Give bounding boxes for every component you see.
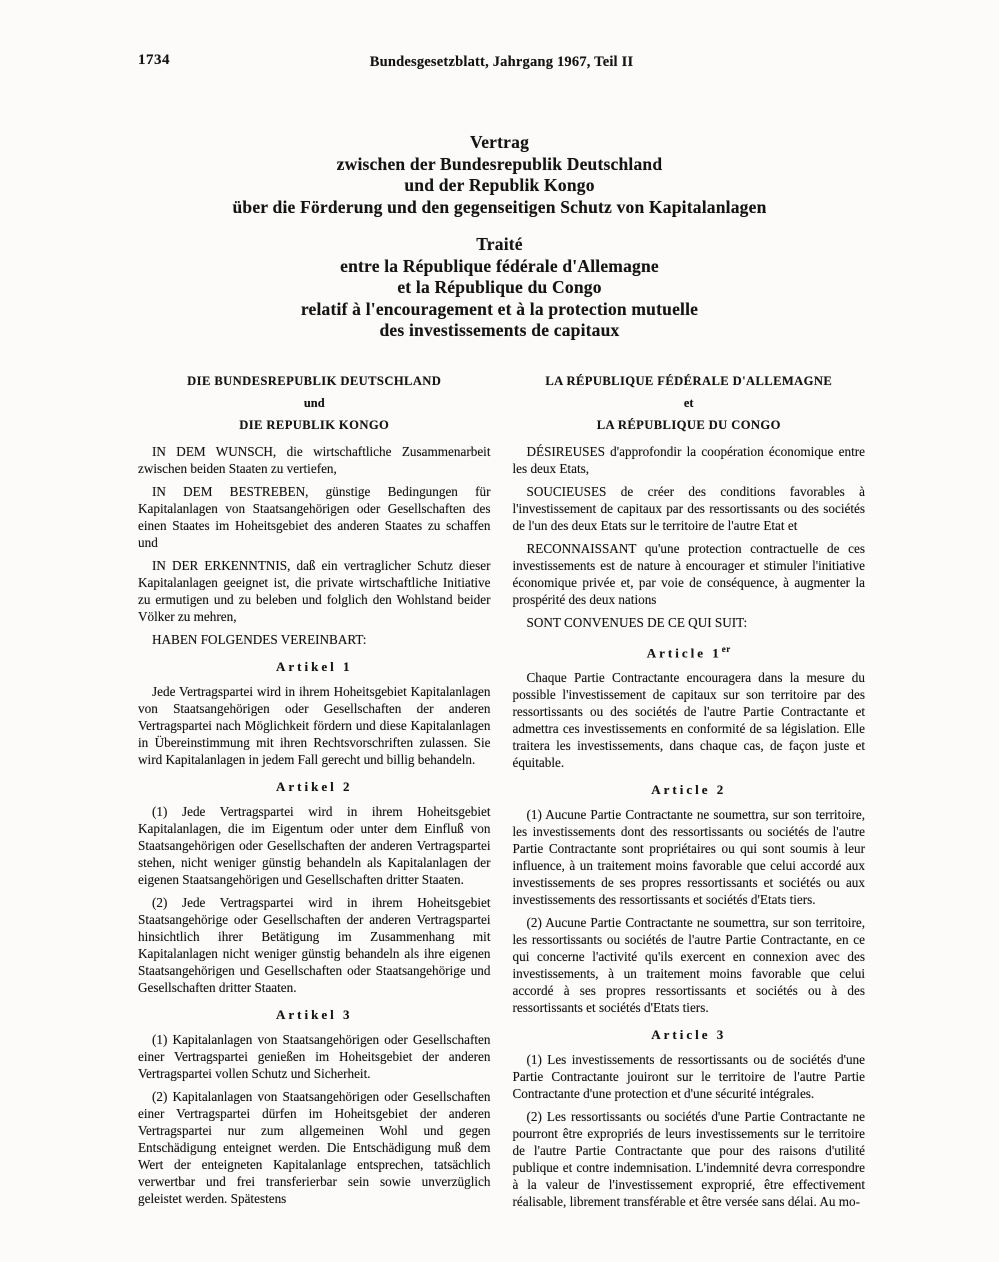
treaty-title-french-line: des investissements de capitaux [379, 320, 620, 340]
article-paragraph: Chaque Partie Contractante encouragera dans la mesure du possible l'investissement de capitaux sur son territoire par des ressortissants ou des sociétés de l'autre Partie Contractante et admettra ces investissements en conformité de sa législation. Elle traitera les investissements, dans chaque cas, de façon juste et équitable. [512, 669, 865, 770]
treaty-title-german-line: zwischen der Bundesrepublik Deutschland [336, 153, 663, 174]
treaty-title-french-line: relatif à l'encouragement et à la protection mutuelle [300, 298, 699, 319]
article-paragraph: (1) Les investissements de ressortissants ou de sociétés d'une Partie Contractante jouiront sur le territoire de l'autre Partie Contractante d'une protection et d'une sécurité intégrales. [512, 1051, 865, 1101]
preamble-paragraph: IN DEM WUNSCH, die wirtschaftliche Zusammenarbeit zwischen beiden Staaten zu vertiefen, [138, 443, 491, 476]
agreement-clause: SONT CONVENUES DE CE QUI SUIT: [526, 614, 748, 630]
article-paragraph: (2) Les ressortissants ou sociétés d'une Partie Contractante ne pourront être expropriés de leurs investissements sur le territoire de l'autre Partie Contractante que pour des raisons d'utilité publique et contre indemnisation. L'indemnité devra correspondre à la valeur de l'investissement exproprié, être effectivement réalisable, librement transférable et être versée sans délai. Au mo- [512, 1108, 865, 1209]
article-heading: Article 3 [651, 1026, 727, 1042]
article-heading: Article 2 [651, 781, 727, 797]
party-name: LA RÉPUBLIQUE DU CONGO [596, 417, 781, 432]
preamble-paragraph: DÉSIREUSES d'approfondir la coopération économique entre les deux Etats, [512, 443, 865, 476]
article-paragraph: (2) Aucune Partie Contractante ne soumettra, sur son territoire, les ressortissants ou sociétés de l'autre Partie Contractante, en ce qui concerne l'activité qu'ils exercent en connexion avec des investissements, à un traitement moins favorable que celui accordé à ses propres ressortissants et sociétés ou à des ressortissants et sociétés d'Etats tiers. [512, 914, 865, 1015]
german-column [138, 370, 491, 1216]
treaty-columns [138, 370, 865, 1216]
party-name: DIE BUNDESREPUBLIK DEUTSCHLAND [187, 373, 442, 388]
french-column [513, 370, 866, 1216]
treaty-title-german [0, 132, 999, 218]
party-name: DIE REPUBLIK KONGO [239, 417, 390, 432]
preamble-paragraph: SOUCIEUSES de créer des conditions favorables à l'investissement de capitaux par des ressortissants ou des sociétés de l'un des deux Etats sur le territoire de l'autre Etat et [512, 483, 865, 533]
article-heading: Artikel 3 [276, 1006, 353, 1022]
treaty-title-german-line: und der Republik Kongo [404, 175, 595, 195]
treaty-title-german-line: über die Förderung und den gegenseitigen Schutz von Kapitalanlagen [232, 196, 767, 217]
treaty-title-french-line: et la République du Congo [397, 277, 602, 297]
party-connector: et [683, 395, 694, 410]
treaty-title-german-line: Vertrag [469, 132, 530, 152]
treaty-title-french [0, 234, 999, 342]
french-party-heading [513, 370, 866, 436]
preamble-paragraph: IN DEM BESTREBEN, günstige Bedingungen für Kapitalanlagen von Staatsangehörigen oder Gesellschaften des einen Staates im Hoheitsgebiet des anderen Staates zu schaffen und [138, 483, 491, 550]
page-number: 1734 [138, 52, 170, 68]
running-head [138, 0, 865, 74]
article-heading [513, 641, 866, 661]
article-paragraph: (2) Jede Vertragspartei wird in ihrem Hoheitsgebiet Staatsangehörige oder Gesellschaften der anderen Vertragspartei hinsichtlich ihrer Betätigung im Zusammenhang mit Kapitalanlagen nicht weniger günstig behandeln als ihre eigenen Staatsangehörigen und Gesellschaften oder Staatsangehörige und Gesellschaften dritter Staaten. [138, 894, 491, 995]
article-heading-text: Article 1 [646, 644, 722, 660]
article-heading: Artikel 1 [276, 658, 353, 674]
party-name: LA RÉPUBLIQUE FÉDÉRALE D'ALLEMAGNE [545, 373, 833, 388]
preamble-paragraph: IN DER ERKENNTNIS, daß ein vertraglicher Schutz dieser Kapitalanlagen geeignet ist, die private wirtschaftliche Initiative zu ermutigen und zu beleben und folglich den Wohlstand beider Völker zu mehren, [138, 557, 491, 624]
treaty-title-french-line: Traité [476, 234, 523, 254]
article-heading-superscript: er [721, 643, 731, 654]
agreement-clause: HABEN FOLGENDES VEREINBART: [152, 631, 367, 647]
article-paragraph: Jede Vertragspartei wird in ihrem Hoheitsgebiet Kapitalanlagen von Staatsangehörigen oder Gesellschaften der anderen Vertragspartei nach Möglichkeit fördern und diese Kapitalanlagen in Übereinstimmung mit ihren Rechtsvorschriften zulassen. Sie wird Kapitalanlagen in jedem Fall gerecht und billig behandeln. [138, 683, 491, 767]
article-paragraph: (1) Aucune Partie Contractante ne soumettra, sur son territoire, les investissements dont des ressortissants ou sociétés de l'autre Partie Contractante sont propriétaires ou qui sont soumis à leur influence, à un traitement moins favorable que celui accordé aux investissements de ses propres ressortissants et sociétés ou aux investissements des ressortissants et sociétés d'Etats tiers. [512, 806, 865, 907]
article-paragraph: (1) Kapitalanlagen von Staatsangehörigen oder Gesellschaften einer Vertragspartei genießen im Hoheitsgebiet der anderen Vertragspartei vollen Schutz und Sicherheit. [138, 1031, 491, 1081]
gazette-header-title: Bundesgesetzblatt, Jahrgang 1967, Teil II [369, 54, 634, 70]
german-party-heading [138, 370, 491, 436]
article-paragraph: (1) Jede Vertragspartei wird in ihrem Hoheitsgebiet Kapitalanlagen, die im Eigentum oder unter dem Einfluß von Staatsangehörigen oder Gesellschaften der anderen Vertragspartei stehen, nicht weniger günstig behandeln als Kapitalanlagen der eigenen Staatsangehörigen und Gesellschaften dritter Staaten. [138, 803, 491, 887]
article-paragraph: (2) Kapitalanlagen von Staatsangehörigen oder Gesellschaften einer Vertragspartei dürfen im Hoheitsgebiet der anderen Vertragspartei nur zum allgemeinen Wohl und gegen Entschädigung enteignet werden. Die Entschädigung muß dem Wert der enteigneten Kapitalanlage entsprechen, tatsächlich verwertbar und frei transferierbar sein sowie unverzüglich geleistet werden. Spätestens [138, 1088, 491, 1206]
article-heading: Artikel 2 [276, 778, 353, 794]
preamble-paragraph: RECONNAISSANT qu'une protection contractuelle de ces investissements est de nature à encourager et stimuler l'initiative économique privée et, par voie de conséquence, à augmenter la prospérité des deux nations [512, 540, 865, 607]
party-connector: und [303, 395, 325, 410]
treaty-title-french-line: entre la République fédérale d'Allemagne [340, 255, 659, 276]
